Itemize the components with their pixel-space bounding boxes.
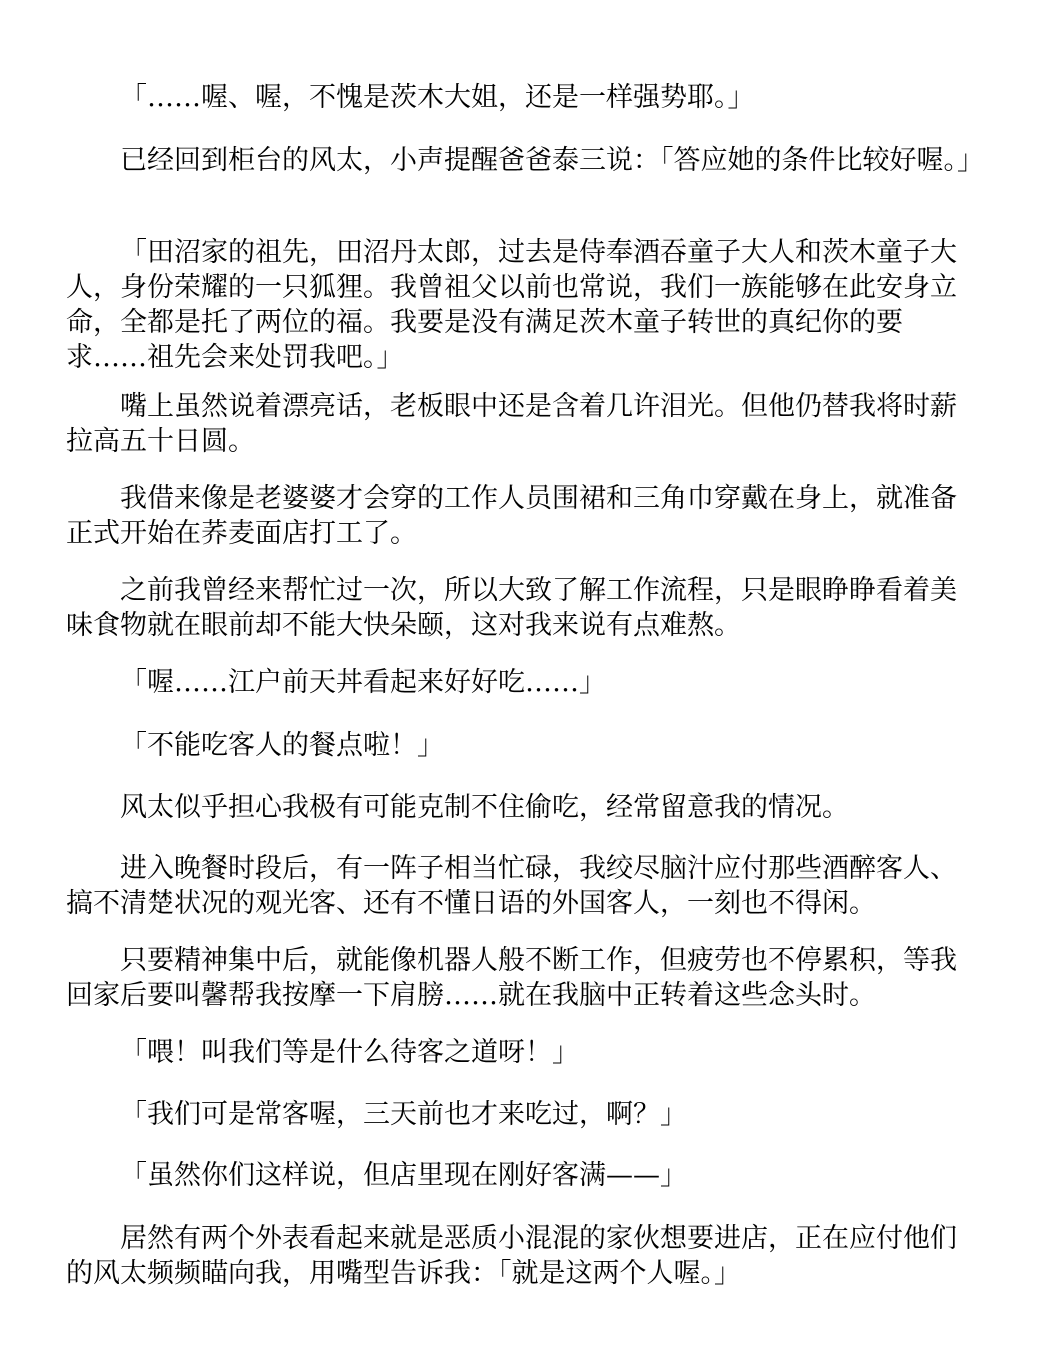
paragraph: 进入晚餐时段后，有一阵子相当忙碌，我绞尽脑汁应付那些酒醉客人、搞不清楚状况的观光客、还有不懂日语的外国客人，一刻也不得闲。 [66,853,957,919]
paragraph: 风太似乎担心我极有可能克制不住偷吃，经常留意我的情况。 [120,792,849,823]
paragraph: 我借来像是老婆婆才会穿的工作人员围裙和三角巾穿戴在身上，就准备正式开始在荞麦面店打工了。 [66,483,957,549]
paragraph: 「喔……江户前天丼看起来好好吃……」 [120,667,606,698]
paragraph: 之前我曾经来帮忙过一次，所以大致了解工作流程，只是眼睁睁看着美味食物就在眼前却不能大快朵颐，这对我来说有点难熬。 [66,575,957,641]
paragraph: 已经回到柜台的风太，小声提醒爸爸泰三说：「答应她的条件比较好喔。」 [120,145,984,176]
paragraph: 「田沼家的祖先，田沼丹太郎，过去是侍奉酒吞童子大人和茨木童子大人，身份荣耀的一只狐狸。我曾祖父以前也常说，我们一族能够在此安身立命，全都是托了两位的福。我要是没有满足茨木童子转世的真纪你的要求……祖先会来处罚我吧。」 [66,237,957,373]
paragraph: 「我们可是常客喔，三天前也才来吃过，啊？」 [120,1099,687,1130]
paragraph: 居然有两个外表看起来就是恶质小混混的家伙想要进店，正在应付他们的风太频频瞄向我，用嘴型告诉我：「就是这两个人喔。」 [66,1223,957,1289]
paragraph: 「不能吃客人的餐点啦！」 [120,730,444,761]
paragraph: 「……喔、喔，不愧是茨木大姐，还是一样强势耶。」 [120,82,755,113]
paragraph: 「虽然你们这样说，但店里现在刚好客满——」 [120,1160,687,1191]
paragraph: 只要精神集中后，就能像机器人般不断工作，但疲劳也不停累积，等我回家后要叫馨帮我按摩一下肩膀……就在我脑中正转着这些念头时。 [66,945,957,1011]
paragraph: 「喂！叫我们等是什么待客之道呀！」 [120,1037,579,1068]
paragraph: 嘴上虽然说着漂亮话，老板眼中还是含着几许泪光。但他仍替我将时薪拉高五十日圆。 [66,391,957,457]
